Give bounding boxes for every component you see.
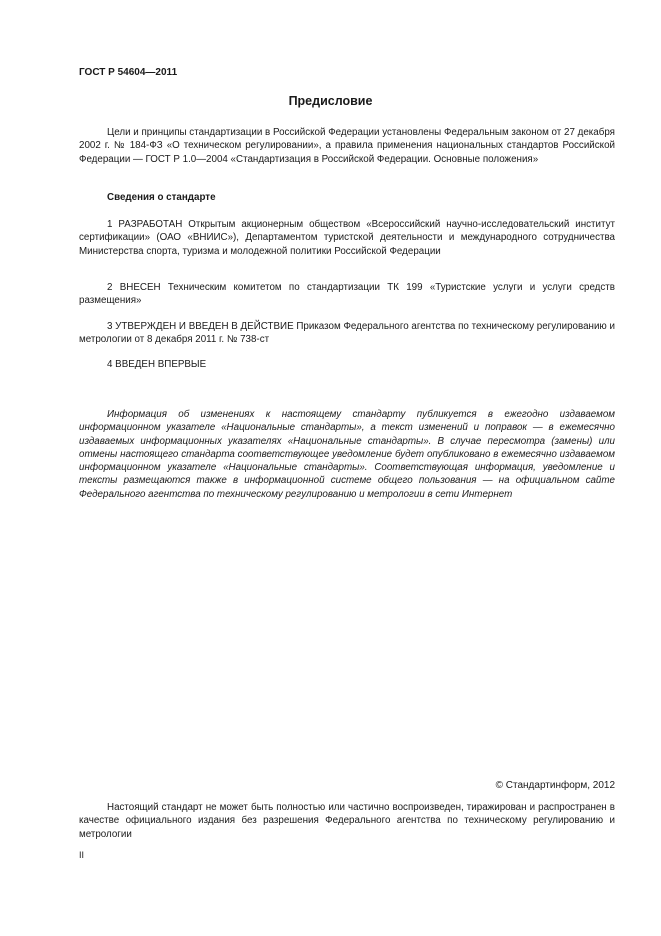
copyright-notice: © Стандартинформ, 2012 bbox=[495, 780, 615, 791]
item-submitted: 2 ВНЕСЕН Техническим комитетом по стандартизации ТК 199 «Туристские услуги и услуги средств размещения» bbox=[79, 282, 615, 307]
standard-info-subheading: Сведения о стандарте bbox=[107, 192, 216, 203]
document-id-header: ГОСТ Р 54604—2011 bbox=[79, 67, 178, 78]
item-first-introduced: 4 ВВЕДЕН ВПЕРВЫЕ bbox=[107, 359, 207, 370]
item-approved: 3 УТВЕРЖДЕН И ВВЕДЕН В ДЕЙСТВИЕ Приказом Федерального агентства по техническому регулированию и метрологии от 8 декабря 2011 г. № 738-ст bbox=[79, 321, 615, 346]
reproduction-notice-paragraph: Настоящий стандарт не может быть полностью или частично воспроизведен, тиражирован и распространен в качестве официального издания без разрешения Федерального агентства по техническому регулированию и метрологии bbox=[79, 802, 615, 840]
info-notice-paragraph: Информация об изменениях к настоящему стандарту публикуется в ежегодно издаваемом информационном указателе «Национальные стандарты», а текст изменений и поправок — в ежемесячно издаваемых информационных указателях «Национальные стандарты». В случае пересмотра (замены) или отмены настоящего стандарта соответствующее уведомление будет опубликовано в ежемесячно издаваемом информационном указателе «Национальные стандарты». Соответствующая информация, уведомление и тексты размещаются также в информационной системе общего пользования — на официальном сайте Федерального агентства по техническому регулированию и метрологии в сети Интернет bbox=[79, 409, 615, 500]
page-number: II bbox=[79, 850, 85, 860]
item-developed: 1 РАЗРАБОТАН Открытым акционерным обществом «Всероссийский научно-исследовательский институт сертификации» (ОАО «ВНИИС»), Департаментом туристской деятельности и международного сотрудничества Министерства спорта, туризма и молодежной политики Российской Федерации bbox=[79, 219, 615, 257]
page-title: Предисловие bbox=[288, 94, 373, 108]
intro-paragraph: Цели и принципы стандартизации в Российской Федерации установлены Федеральным законом от 27 декабря 2002 г. № 184-ФЗ «О техническом регулировании», а правила применения национальных стандартов Российской Федерации — ГОСТ Р 1.0—2004 «Стандартизация в Российской Федерации. Основные положения» bbox=[79, 127, 615, 165]
